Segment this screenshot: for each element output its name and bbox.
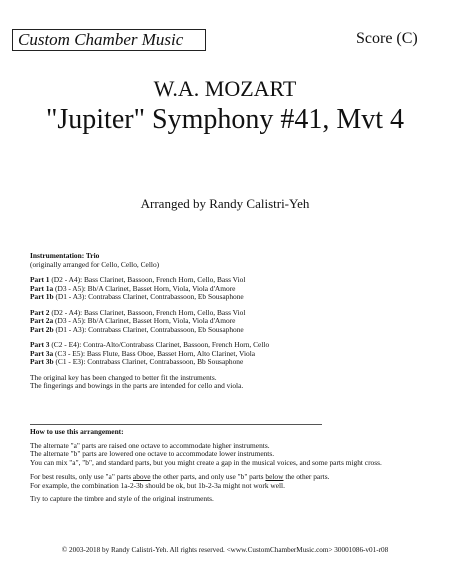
howto-line: You can mix "a", "b", and standard parts, but you might create a gap in the musical voices, and some parts might cross. — [30, 458, 382, 468]
part-line: Part 3a (C3 - E5): Bass Flute, Bass Oboe, Basset Horn, Alto Clarinet, Viola — [30, 348, 256, 358]
howto-section — [30, 428, 440, 504]
note-line: The original key has been changed to better fit the instruments. — [30, 372, 217, 382]
instrumentation-heading: Instrumentation: Trio — [30, 251, 100, 260]
howto-line: The alternate "b" parts are lowered one octave to accommodate lower instruments. — [30, 449, 275, 459]
piece-title: "Jupiter" Symphony #41, Mvt 4 — [45, 104, 405, 135]
part-line: Part 1a (D3 - A5): Bb/A Clarinet, Basset Horn, Viola, Viola d'Amore — [30, 283, 236, 293]
howto-line: Try to capture the timbre and style of the original instruments. — [30, 494, 214, 504]
howto-heading: How to use this arrangement: — [30, 427, 124, 436]
instrumentation-subheading: (originally arranged for Cello, Cello, Cello) — [30, 259, 160, 269]
howto-line: For best results, only use "a" parts above the other parts, and only use "b" parts below the other parts. — [30, 471, 330, 481]
section-divider — [30, 424, 322, 425]
composer-name: W.A. MOZART — [153, 76, 297, 101]
part-line: Part 1 (D2 - A4): Bass Clarinet, Bassoon, French Horn, Cello, Bass Viol — [30, 275, 246, 284]
note-line: The fingerings and bowings in the parts are intended for cello and viola. — [30, 381, 244, 390]
part-line: Part 2 (D2 - A4): Bass Clarinet, Bassoon, French Horn, Cello, Bass Viol — [30, 307, 246, 317]
instrumentation-section — [30, 252, 440, 391]
part-line: Part 1b (D1 - A3): Contrabass Clarinet, Contrabassoon, Eb Sousaphone — [30, 292, 244, 301]
copyright-footer: © 2003-2018 by Randy Calistri-Yeh. All rights reserved. <www.CustomChamberMusic.com> 30001086-v01-r08 — [61, 546, 389, 554]
publisher-logo-box: Custom Chamber Music — [12, 29, 206, 51]
part-line: Part 3b (C1 - E3): Contrabass Clarinet, Contrabassoon, Bb Sousaphone — [30, 357, 244, 366]
part-line: Part 3 (C2 - E4): Contra-Alto/Contrabass Clarinet, Bassoon, French Horn, Cello — [30, 340, 270, 349]
arranger-credit: Arranged by Randy Calistri-Yeh — [140, 196, 310, 211]
howto-line: The alternate "a" parts are raised one octave to accommodate higher instruments. — [30, 440, 270, 450]
score-type-label: Score (C) — [356, 30, 418, 47]
part-line: Part 2b (D1 - A3): Contrabass Clarinet, Contrabassoon, Eb Sousaphone — [30, 324, 244, 334]
howto-line: For example, the combination 1a-2-3b should be ok, but 1b-2-3a might not work well. — [30, 480, 285, 490]
part-line: Part 2a (D3 - A5): Bb/A Clarinet, Basset Horn, Viola, Viola d'Amore — [30, 316, 236, 325]
